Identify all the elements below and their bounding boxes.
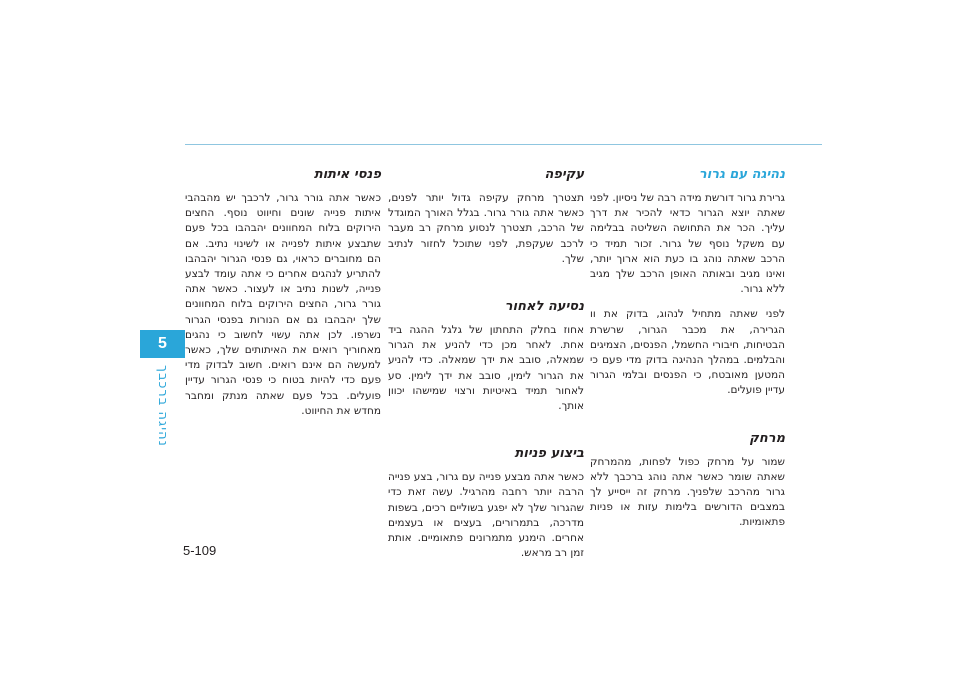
paragraph: תצטרך מרחק עקיפה גדול יותר לפנים, כאשר אתה גורר גרור. בגלל האורך המוגדל של הרכב, תצטרך לנסוע מרחק רב מעבר לרכב שעקפת, לפני שתוכל לחזור לנתיב שלך. (388, 192, 584, 265)
section-heading-turn-signals: פנסי איתות (313, 167, 381, 182)
section-heading-turning: ביצוע פניות (514, 446, 584, 462)
section-heading-distance: מרחק (749, 430, 785, 446)
section-heading-backing-up: נסיעה לאחור (504, 299, 584, 315)
section-heading-passing: עקיפה (544, 167, 584, 182)
chapter-label: נהיגה ברכבך (155, 365, 170, 447)
top-divider (185, 144, 822, 145)
paragraph: שמור על מרחק כפול לפחות, מהמרחק שאתה שומר כאשר אתה נוהג ברכבך ללא גרור מהרכב שלפניך. מרחק זה ייסייע לך במצבים הדורשים בלימות עזות או פניות פתאומיות. (590, 455, 785, 529)
column-right (590, 157, 785, 541)
paragraph: גרירת גרור דורשת מידה רבה של ניסיון. לפני שאתה יוצא הגרור כדאי להכיר את דרך עליך. הכר את התחושה השליטה בבלימה עם משקל נוסף של גרור. זכור תמיד כי הרכב שאתה נוהג בו כעת הוא ארוך יותר, ואינו מגיב ובאותה האופן הרכב שלך מגיב ללא גרור. (590, 192, 785, 296)
paragraph: אחוז בחלק התחתון של גלגל ההגה ביד אחת. לאחר מכן כדי להניע את הגרור שמאלה, סובב את ידך שמאלה. כדי להניע את הגרור לימין, סובב את ידך לימין. סע לאחור תמיד באיטיות ורצוי שמישהו יכוון אותך. (388, 324, 584, 413)
chapter-number: 5 (158, 335, 167, 352)
column-left (185, 157, 381, 429)
paragraph: כאשר אתה מבצע פנייה עם גרור, בצע פנייה הרבה יותר רחבה מהרגיל. עשה זאת כדי שהגרור שלך לא יפגע בשוליים רכים, בשפות מדרכה, בתמרורים, בעצים או בעצמים אחרים. הימנע מתמרונים פתאומיים. אותת זמן רב מראש. (388, 471, 584, 560)
column-middle (388, 157, 584, 571)
section-heading-towing: נהיגה עם גרור (698, 167, 785, 182)
page-number: 5-109 (183, 543, 217, 558)
paragraph: כאשר אתה גורר גרור, לרכבך יש מהבהבי איתות פנייה שונים וחיווט נוסף. החצים הירוקים בלוח המחוונים יהבהבו בכל פעם שתבצע איתות לפנייה או לשינוי נתיב. אם הם מחוברים כראוי, גם פנסי הגרור יהבהבו להתריע לנהגים אחרים כי אתה עומד לבצע פנייה, לשנות נתיב או לעצור. כאשר אתה גורר גרור, החצים הירוקים בלוח המחוונים שלך יהבהבו גם אם הנורות בפנסי הגרור נשרפו. לכן אתה עשוי לחשוב כי נהגים מאחוריך רואים את האיתותים שלך, כאשר למעשה הם אינם רואים. חשוב לבדוק מדי פעם כדי להיות בטוח כי פנסי הגרור עדיין פועלים. בכל פעם שאתה מנתק ומחבר מחדש את החיווט. (185, 192, 381, 417)
chapter-tab (140, 330, 185, 358)
paragraph: לפני שאתה מתחיל לנהוג, בדוק את וו הגרירה, את מכבר הגרור, שרשרת הבטיחות, חיבורי החשמל, הפנסים, הצמיגים והבלמים. במהלך הנהיגה בדוק מדי פעם כי המטען מאובטח, כי הפנסים ובלמי הגרור עדיין פועלים. (590, 308, 785, 397)
